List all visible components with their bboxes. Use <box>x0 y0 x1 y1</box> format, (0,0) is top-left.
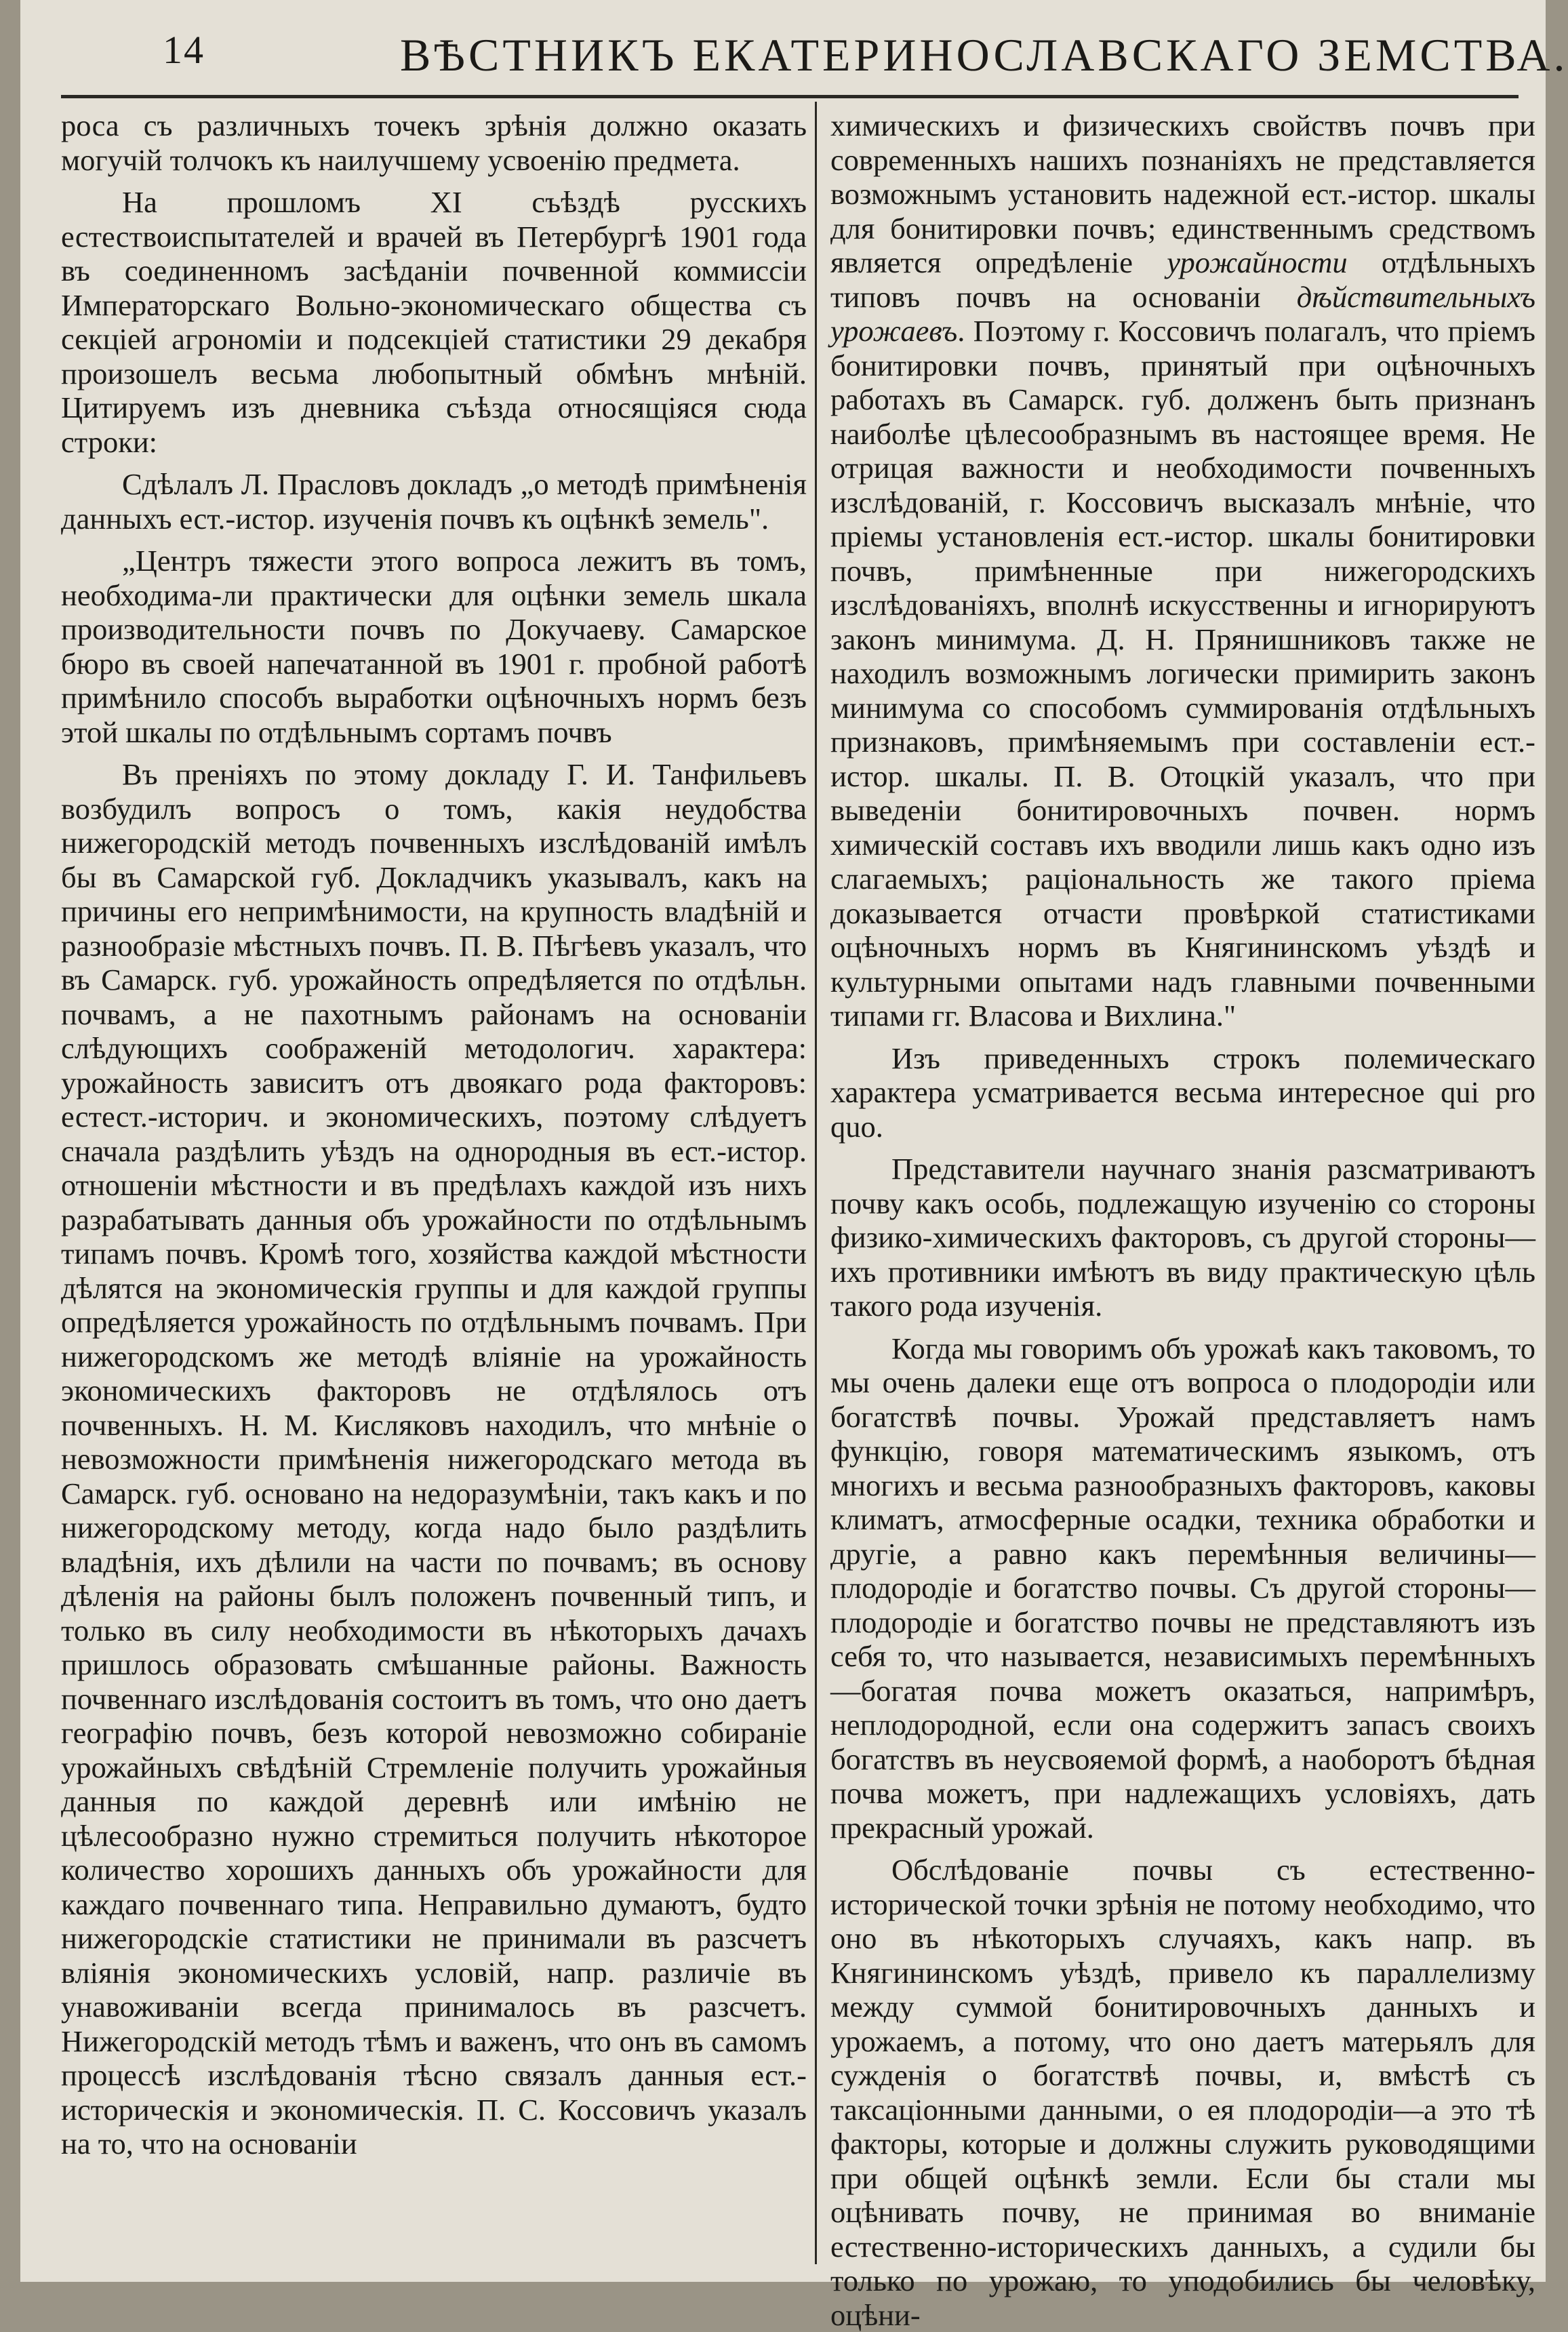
right-column <box>830 108 1536 2332</box>
paragraph: Сдѣлалъ Л. Прасловъ докладъ „о методѣ примѣненія данныхъ ест.-истор. изученія почвъ къ оцѣнкѣ земель". <box>61 467 807 536</box>
paragraph: Когда мы говоримъ объ урожаѣ какъ таковомъ, то мы очень далеки еще отъ вопроса о плодородіи или богатствѣ почвы. Урожай представляетъ намъ функцію, говоря математическимъ языкомъ, отъ многихъ и весьма разнообразныхъ факторовъ, каковы климатъ, атмосферные осадки, техника обработки и другіе, а равно какъ перемѣнныя величины—плодородіе и богатство почвы. Съ другой стороны—плодородіе и богатство почвы не представляютъ изъ себя то, что называется, независимыхъ перемѣнныхъ—богатая почва можетъ оказаться, напримѣръ, неплодородной, если она содержитъ запасъ своихъ богатствъ въ неусвояемой формѣ, а наоборотъ бѣдная почва можетъ, при надлежащихъ условіяхъ, дать прекрасный урожай. <box>830 1331 1535 1845</box>
paragraph: Обслѣдованіе почвы съ естественно-исторической точки зрѣнія не потому необходимо, что оно въ нѣкоторыхъ случаяхъ, какъ напр. въ Княгининскомъ уѣздѣ, привело къ параллелизму между суммой бонитировочныхъ данныхъ и урожаемъ, а потому, что оно даетъ матерьялъ для сужденія о богатствѣ почвы, и, вмѣстѣ съ таксаціонными данными, о ея плодородіи—а это тѣ факторы, которые и должны служить руководящими при общей оцѣнкѣ земли. Если бы стали мы оцѣнивать почву, не принимая во вниманіе естественно-историческихъ данныхъ, а судили бы только по урожаю, то уподобились бы человѣку, оцѣни- <box>830 1853 1535 2332</box>
text-run: . Поэтому г. Коссовичъ полагалъ, что пріемъ бонитировки почвъ, принятый при оцѣночныхъ работахъ въ Самарск. губ. долженъ быть признанъ наиболѣе цѣлесообразнымъ въ настоящее время. Не отрицая важности и необходимости почвенныхъ изслѣдованій, г. Коссовичъ высказалъ мнѣніе, что пріемы установленія ест.-истор. шкалы бонитировки почвъ, примѣненные при нижегородскихъ изслѣдованіяхъ, вполнѣ искусственны и игнорируютъ законъ минимума. Д. Н. Прянишниковъ также не находилъ возможнымъ логически примирить законъ минимума со способомъ суммированія отдѣльныхъ признаковъ, примѣняемымъ при составленіи ест.-истор. шкалы. П. В. Отоцкій указалъ, что при выведеніи бонитировочныхъ почвен. нормъ химическій составъ ихъ вводили лишь какъ одно изъ слагаемыхъ; раціональность же такого пріема доказывается отчасти провѣркой статистиками оцѣночныхъ нормъ въ Княгининскомъ уѣздѣ и культурными опытами надъ главными почвенными типами гг. Власова и Вихлина." <box>830 314 1535 1032</box>
paragraph: роса съ различныхъ точекъ зрѣнія должно оказать могучій толчокъ къ наилучшему усвоенію предмета. <box>61 108 807 177</box>
text-run: химическихъ и физическихъ свойствъ почвъ при современныхъ нашихъ познаніяхъ не представляется возможнымъ установить надежной ест.-истор. шкалы для бонитировки почвъ; единственнымъ средствомъ является опредѣленіе <box>830 108 1535 279</box>
left-column <box>61 108 807 2264</box>
paragraph: „Центръ тяжести этого вопроса лежитъ въ томъ, необходима-ли практически для оцѣнки земель шкала производительности почвъ по Докучаеву. Самарское бюро въ своей напечатанной въ 1901 г. пробной работѣ примѣнило способъ выработки оцѣночныхъ нормъ безъ этой шкалы по отдѣльнымъ сортамъ почвъ <box>61 544 807 749</box>
page-number: 14 <box>163 28 205 72</box>
text-run: отдѣльныхъ типовъ почвъ на основаніи <box>830 245 1536 314</box>
journal-title: ВѢСТНИКЪ ЕКАТЕРИНОСЛАВСКАГО ЗЕМСТВА. <box>400 29 1568 81</box>
paragraph <box>830 108 1535 1033</box>
paragraph: Въ преніяхъ по этому докладу Г. И. Танфильевъ возбудилъ вопросъ о томъ, какія неудобства нижегородскій методъ почвенныхъ изслѣдованій имѣлъ бы въ Самарской губ. Докладчикъ указывалъ, какъ на причины его непримѣнимости, на крупность владѣній и разнообразіе мѣстныхъ почвъ. П. В. Пѣгѣевъ указалъ, что въ Самарск. губ. урожайность опредѣляется по отдѣльн. почвамъ, а не пахотнымъ районамъ на основаніи слѣдующихъ соображеній методологич. характера: урожайность зависитъ отъ двоякаго рода факторовъ: естест.-историч. и экономическихъ, поэтому слѣдуетъ сначала раздѣлить уѣздъ на однородныя въ ест.-истор. отношеніи мѣстности и въ предѣлахъ каждой изъ нихъ разрабатывать данныя объ урожайности по отдѣльнымъ типамъ почвъ. Кромѣ того, хозяйства каждой мѣстности дѣлятся на экономическія группы и для каждой группы опредѣляется урожайность по отдѣльнымъ почвамъ. При нижегородскомъ же методѣ вліяніе на урожайность экономическихъ факторовъ не отдѣлялось отъ почвенныхъ. Н. М. Кисляковъ находилъ, что мнѣніе о невозможности примѣненія нижегородскаго метода въ Самарск. губ. основано на недоразумѣніи, такъ какъ и по нижегородскому методу, когда надо было раздѣлить владѣнія, ихъ дѣлили на части по почвамъ; въ основу дѣленія на районы былъ положенъ почвенный типъ, и только въ силу необходимости въ нѣкоторыхъ дачахъ пришлось образовать смѣшанные районы. Важность почвеннаго изслѣдованія состоитъ въ томъ, что оно даетъ географію почвъ, безъ которой невозможно собираніе урожайныхъ свѣдѣній Стремленіе получить урожайныя данныя по каждой деревнѣ или имѣнію не цѣлесообразно нужно стремиться получить нѣкоторое количество хорошихъ данныхъ объ урожайности для каждаго почвеннаго типа. Неправильно думаютъ, будто нижегородскіе статистики не принимали въ разсчетъ вліянія экономическихъ условій, напр. различіе въ унавоживаніи всегда принималось въ разсчетъ. Нижегородскій методъ тѣмъ и важенъ, что онъ въ самомъ процессѣ изслѣдованія тѣсно связалъ данныя ест.-историческія и экономическія. П. С. Коссовичъ указалъ на то, что на основаніи <box>61 757 807 2160</box>
paragraph: Изъ приведенныхъ строкъ полемическаго характера усматривается весьма интересное qui pro quo. <box>830 1041 1535 1144</box>
journal-page <box>20 0 1568 2332</box>
header-rule <box>61 95 1519 98</box>
italic-text-run: урожайности <box>1167 245 1348 279</box>
paragraph: Представители научнаго знанія разсматриваютъ почву какъ особь, подлежащую изученію со стороны физико-химическихъ факторовъ, съ другой стороны—ихъ противники имѣютъ въ виду практическую цѣль такого рода изученія. <box>830 1152 1535 1323</box>
column-divider <box>815 102 817 2264</box>
italic-text-run: дѣйствительныхъ урожаевъ <box>830 279 1535 348</box>
page-header <box>61 20 1568 95</box>
paragraph: На прошломъ XI съѣздѣ русскихъ естествоиспытателей и врачей въ Петербургѣ 1901 года въ соединенномъ засѣданіи почвенной коммиссіи Императорскаго Вольно-экономическаго общества съ секціей агрономіи и подсекціей статистики 29 декабря произошелъ весьма любопытный обмѣнъ мнѣній. Цитируемъ изъ дневника съѣзда относящіяся сюда строки: <box>61 185 807 459</box>
